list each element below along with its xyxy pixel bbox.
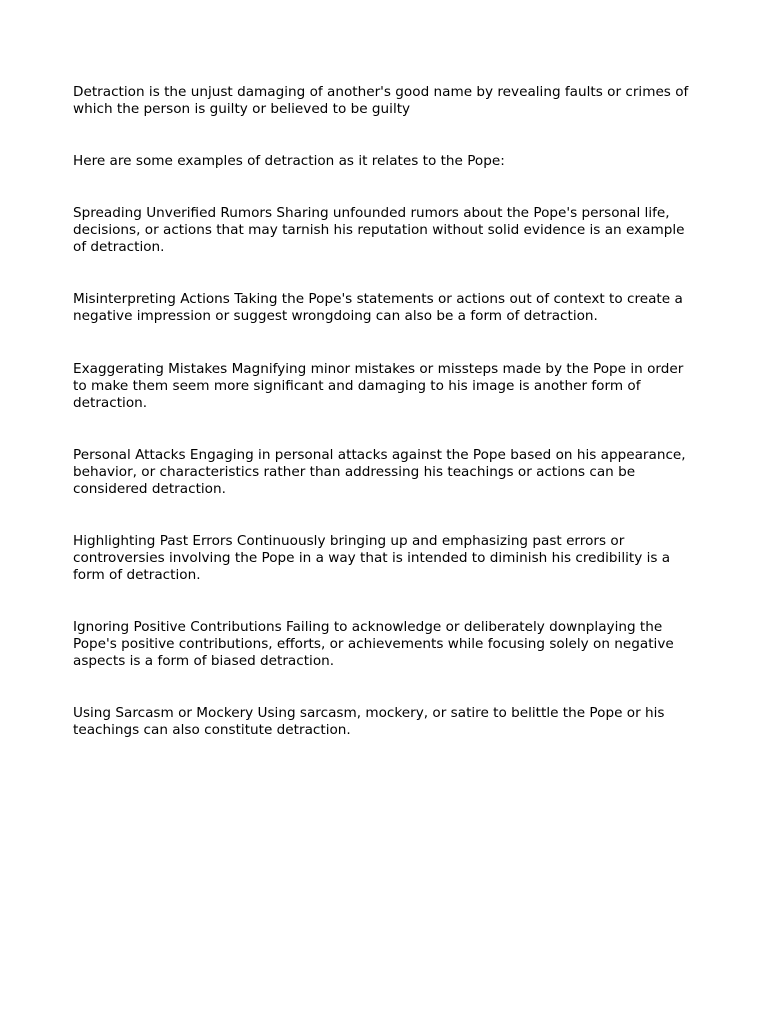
- example-paragraph-rumors: Spreading Unverified Rumors Sharing unfounded rumors about the Pope's personal life, decisions, or actions that may tarnish his reputation without solid evidence is an example of detraction.: [73, 205, 685, 255]
- example-paragraph-past-errors: Highlighting Past Errors Continuously bringing up and emphasizing past errors or controversies involving the Pope in a way that is intended to diminish his credibility is a form of detraction.: [73, 533, 671, 583]
- document-body: [73, 84, 701, 739]
- example-paragraph-sarcasm: Using Sarcasm or Mockery Using sarcasm, mockery, or satire to belittle the Pope or his teachings can also constitute detraction.: [73, 705, 665, 738]
- definition-paragraph: Detraction is the unjust damaging of another's good name by revealing faults or crimes of which the person is guilty or believed to be guilty: [73, 84, 689, 117]
- intro-paragraph: Here are some examples of detraction as it relates to the Pope:: [73, 153, 505, 169]
- example-paragraph-misinterpreting: Misinterpreting Actions Taking the Pope's statements or actions out of context to create a negative impression or suggest wrongdoing can also be a form of detraction.: [73, 291, 683, 324]
- example-paragraph-personal-attacks: Personal Attacks Engaging in personal attacks against the Pope based on his appearance, behavior, or characteristics rather than addressing his teachings or actions can be considered detraction.: [73, 447, 686, 497]
- example-paragraph-ignoring-positive: Ignoring Positive Contributions Failing to acknowledge or deliberately downplaying the Pope's positive contributions, efforts, or achievements while focusing solely on negative aspects is a form of biased detraction.: [73, 619, 674, 669]
- example-paragraph-exaggerating: Exaggerating Mistakes Magnifying minor mistakes or missteps made by the Pope in order to make them seem more significant and damaging to his image is another form of detraction.: [73, 361, 684, 411]
